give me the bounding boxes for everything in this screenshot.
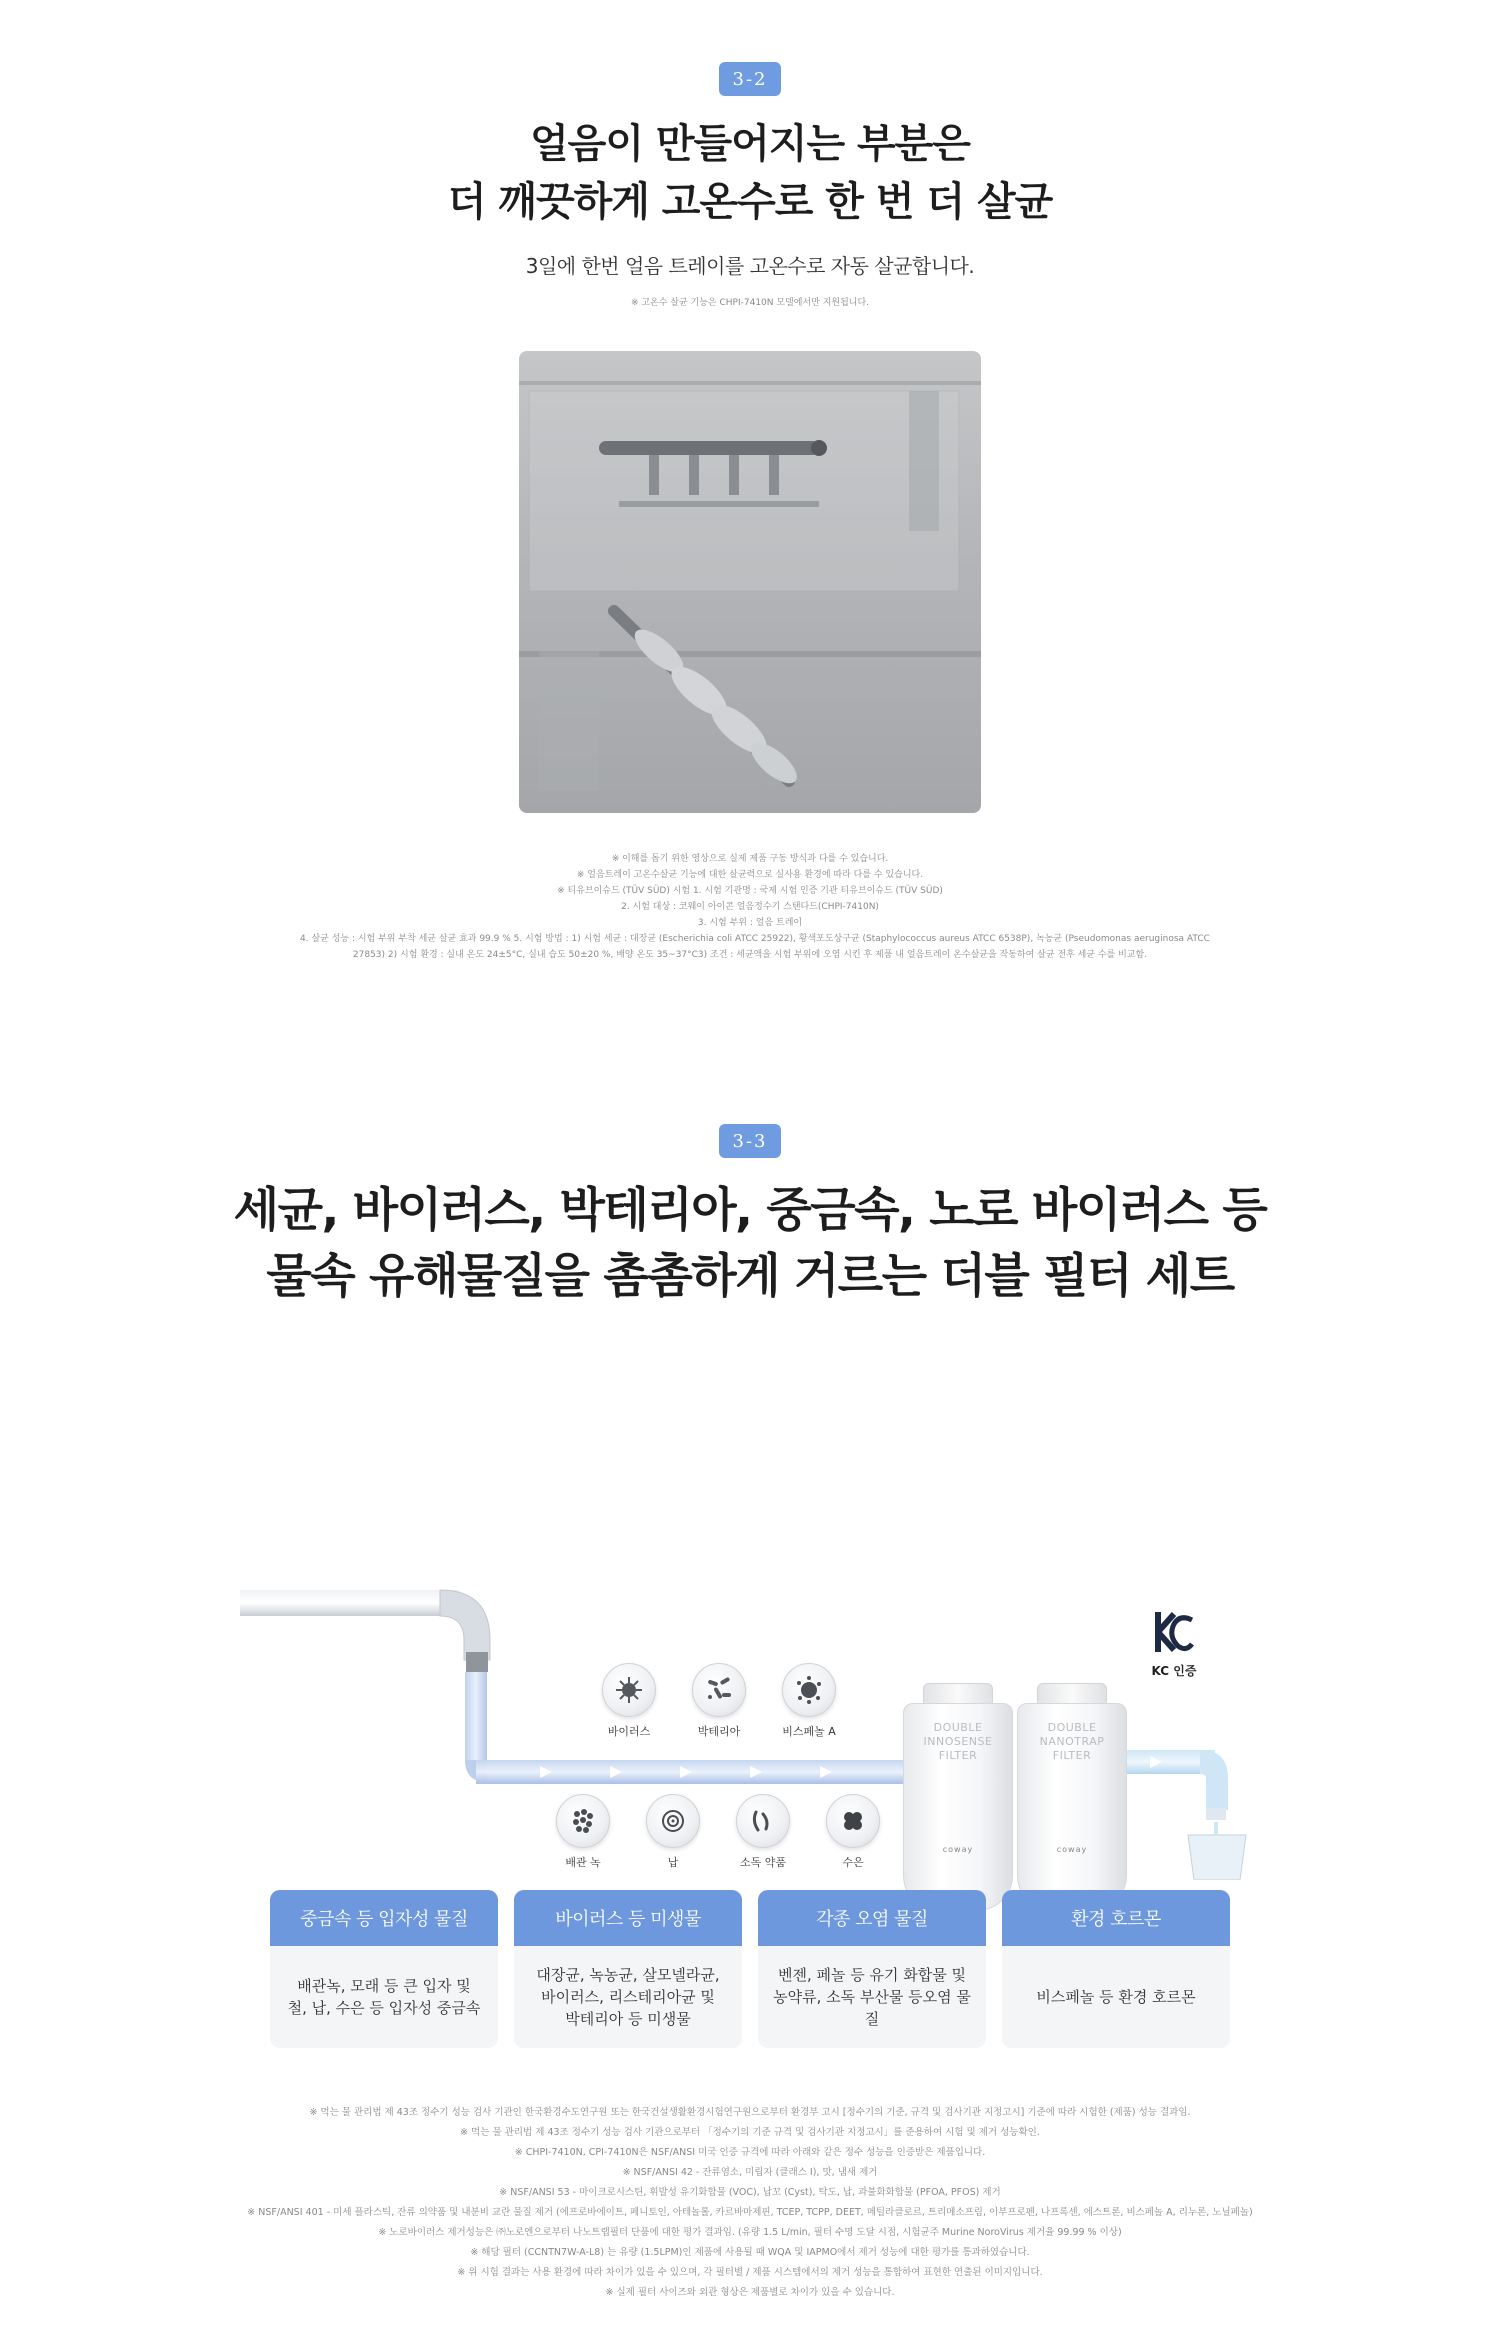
category-desc-line: 벤젠, 페놀 등 유기 화합물 및: [778, 1966, 966, 1984]
contaminant-disinfectant: [728, 1794, 798, 1870]
water-flow-down: [465, 1672, 487, 1762]
icon-label: 비스페놀 A: [782, 1725, 836, 1738]
footnote: 4. 살균 성능 : 시험 부위 부착 세균 살균 효과 99.9 % 5. 시험 방법 : 1) 시험 세균 : 대장균 (Escherichia coli ATCC 25922), 황색포도상구균 (Staphylococcus aureus ATCC 6538P), 녹농균 (Pseudomonas aeruginosa ATCC: [300, 934, 1210, 944]
footnote: ※ CHPI-7410N, CPI-7410N은 NSF/ANSI 미국 인증 규격에 따라 아래와 같은 정수 성능을 인증받은 제품입니다.: [514, 2147, 986, 2158]
category-card: [1002, 1890, 1230, 2048]
water-glass: [1188, 1835, 1246, 1880]
filter-name-line: DOUBLE: [1047, 1721, 1097, 1734]
contaminant-bacteria: [684, 1663, 754, 1739]
section2-footnotes: [150, 2103, 1350, 2303]
footnote: ※ 먹는 물 관리법 제 43조 정수기 성능 검사 기관인 한국환경수도연구원 또는 한국건설생활환경시험연구원으로부터 환경부 고시 [정수기의 기준, 규격 및 검사기관 지정고시] 기준에 따라 시험한 (제품) 성능 결과임.: [309, 2107, 1191, 2118]
footnote: ※ 얼음트레이 고온수살균 기능에 대한 살균력으로 실사용 환경에 따라 다를 수 있습니다.: [576, 870, 924, 880]
disinfectant-icon: [736, 1794, 790, 1848]
contaminant-pipe-rust: [548, 1794, 618, 1870]
model-note: ※ 고온수 살균 기능은 CHPI-7410N 모델에서만 지원됩니다.: [630, 298, 870, 308]
section1-footnotes: [300, 851, 1210, 963]
footnote: ※ NSF/ANSI 401 - 미세 플라스틱, 잔류 의약품 및 내분비 교란 물질 제거 (에프로바에이트, 페니토인, 아테놀롤, 카르바마제핀, TCEP, TCPP, DEET, 메틸라클로르, 트리메소프림, 이부프로펜, 나프록센, 에스트론, 비스페놀 A, 리누론, 노닐페놀): [247, 2207, 1253, 2218]
icon-label: 박테리아: [697, 1725, 741, 1738]
contaminant-virus: [594, 1663, 664, 1739]
contaminant-lead: [638, 1794, 708, 1870]
footnote: 27853) 2) 시험 환경 : 실내 온도 24±5°C, 실내 습도 50±20 %, 배양 온도 35~37°C3) 조건 : 세균액을 시험 부위에 오염 시킨 후 제품 내 얼음트레이 온수살균을 작동하여 살균 전후 세균 수를 비교함.: [352, 950, 1148, 960]
icon-label: 배관 녹: [565, 1856, 601, 1869]
kc-mark-icon: [1152, 1608, 1196, 1656]
title-line-1: 세균, 바이러스, 박테리아, 중금속, 노로 바이러스 등: [233, 1183, 1267, 1238]
footnote: ※ 노로바이러스 제거성능은 ㈜노로엔으로부터 나노트랩필터 단품에 대한 평가 결과임. (유량 1.5 L/min, 필터 수명 도달 시점, 시험균주 Murine NoroVirus 제거율 99.99 % 이상): [378, 2227, 1122, 2238]
footnote: ※ NSF/ANSI 53 - 마이크로시스틴, 휘발성 유기화합물 (VOC), 납꼬 (Cyst), 탁도, 납, 과불화화합물 (PFOA, PFOS) 제거: [499, 2187, 1001, 2198]
footnote: ※ 실제 필터 사이즈와 외관 형상은 제품별로 차이가 있을 수 있습니다.: [605, 2287, 895, 2298]
category-card: [758, 1890, 986, 2048]
virus-icon: [602, 1663, 656, 1717]
brand-logo: coway: [1056, 1845, 1088, 1854]
category-title: 환경 호르몬: [1002, 1890, 1230, 1946]
section-title-3-3: [0, 1178, 1500, 1310]
lead-icon: [646, 1794, 700, 1848]
pipe-rust-icon: [556, 1794, 610, 1848]
bacteria-icon: [692, 1663, 746, 1717]
kc-label: KC 인증: [1151, 1664, 1197, 1678]
title-line-2: 더 깨끗하게 고온수로 한 번 더 살균: [447, 179, 1053, 225]
filter-name-line: DOUBLE: [933, 1721, 983, 1734]
footnote: ※ 이해를 돕기 위한 영상으로 실제 제품 구동 방식과 다를 수 있습니다.: [611, 854, 889, 864]
icon-label: 소독 약품: [739, 1856, 786, 1869]
footnote: 3. 시험 부위 : 얼음 트레이: [697, 918, 803, 928]
filter-name-line: FILTER: [938, 1749, 978, 1762]
filter-innosense: [903, 1683, 1013, 1911]
filter-name-line: INNOSENSE: [923, 1735, 993, 1748]
section-badge-3-2: 3-2: [719, 62, 781, 96]
filter-name-line: NANOTRAP: [1039, 1735, 1105, 1748]
filter-name-line: FILTER: [1052, 1749, 1092, 1762]
bisphenol-icon: [782, 1663, 836, 1717]
contaminant-mercury: [818, 1794, 888, 1870]
contaminant-bisphenol: [774, 1663, 844, 1739]
brand-logo: coway: [942, 1845, 974, 1854]
ice-tray-product-image: [519, 351, 981, 813]
filter-nanotrap: [1017, 1683, 1127, 1911]
icon-label: 수은: [842, 1856, 864, 1869]
section-subtitle: 3일에 한번 얼음 트레이를 고온수로 자동 살균합니다.: [525, 254, 975, 278]
footnote: ※ NSF/ANSI 42 - 잔류염소, 미립자 (클래스 I), 맛, 냄새 제거: [622, 2167, 878, 2178]
footnote: ※ 먹는 물 관리법 제 43조 정수기 성능 검사 기관으로부터 「정수기의 기준 규격 및 검사기관 지정고시」를 준용하여 시험 및 제거 성능확인.: [460, 2127, 1040, 2138]
category-desc-line: 바이러스, 리스테리아균 및: [541, 1988, 715, 2006]
category-desc-line: 박테리아 등 미생물: [565, 2010, 691, 2028]
category-card: [514, 1890, 742, 2048]
kc-certification: [1150, 1608, 1198, 1679]
section-badge-3-3: 3-3: [719, 1124, 781, 1158]
category-title: 각종 오염 물질: [758, 1890, 986, 1946]
category-title: 중금속 등 입자성 물질: [270, 1890, 498, 1946]
section-title-3-2: [0, 115, 1500, 231]
title-line-1: 얼음이 만들어지는 부분은: [530, 121, 970, 167]
footnote: 2. 시험 대상 : 코웨이 아이콘 얼음정수기 스탠다드(CHPI-7410N): [621, 902, 879, 912]
title-line-2: 물속 유해물질을 촘촘하게 거르는 더블 필터 세트: [266, 1249, 1234, 1304]
footnote: ※ 위 시험 결과는 사용 환경에 따라 차이가 있을 수 있으며, 각 필터별 / 제품 시스템에서의 제거 성능을 통합하여 표현한 연출된 이미지입니다.: [457, 2267, 1043, 2278]
inlet-pipe: [240, 1590, 460, 1616]
icon-label: 납: [667, 1856, 679, 1869]
category-desc-line: 농약류, 소독 부산물 등오염 물질: [773, 1988, 971, 2028]
category-card: [270, 1890, 498, 2048]
filter-categories: [270, 1890, 1230, 2050]
category-desc-line: 철, 납, 수은 등 입자성 중금속: [287, 1999, 481, 2017]
category-desc-line: 배관녹, 모래 등 큰 입자 및: [297, 1977, 471, 1995]
category-title: 바이러스 등 미생물: [514, 1890, 742, 1946]
icon-label: 바이러스: [607, 1725, 651, 1738]
footnote: ※ 해당 필터 (CCNTN7W-A-L8) 는 유량 (1.5LPM)인 제품에 사용될 때 WQA 및 IAPMO에서 제거 성능에 대한 평가를 통과하였습니다.: [470, 2247, 1030, 2258]
mercury-icon: [826, 1794, 880, 1848]
footnote: ※ 티유브이슈드 (TÜV SÜD) 시험 1. 시험 기관명 : 국제 시험 인증 기관 티유브이슈드 (TÜV SÜD): [557, 886, 943, 896]
category-desc-line: 대장균, 녹농균, 살모넬라균,: [536, 1966, 720, 1984]
category-desc-line: 비스페놀 등 환경 호르몬: [1036, 1988, 1196, 2006]
